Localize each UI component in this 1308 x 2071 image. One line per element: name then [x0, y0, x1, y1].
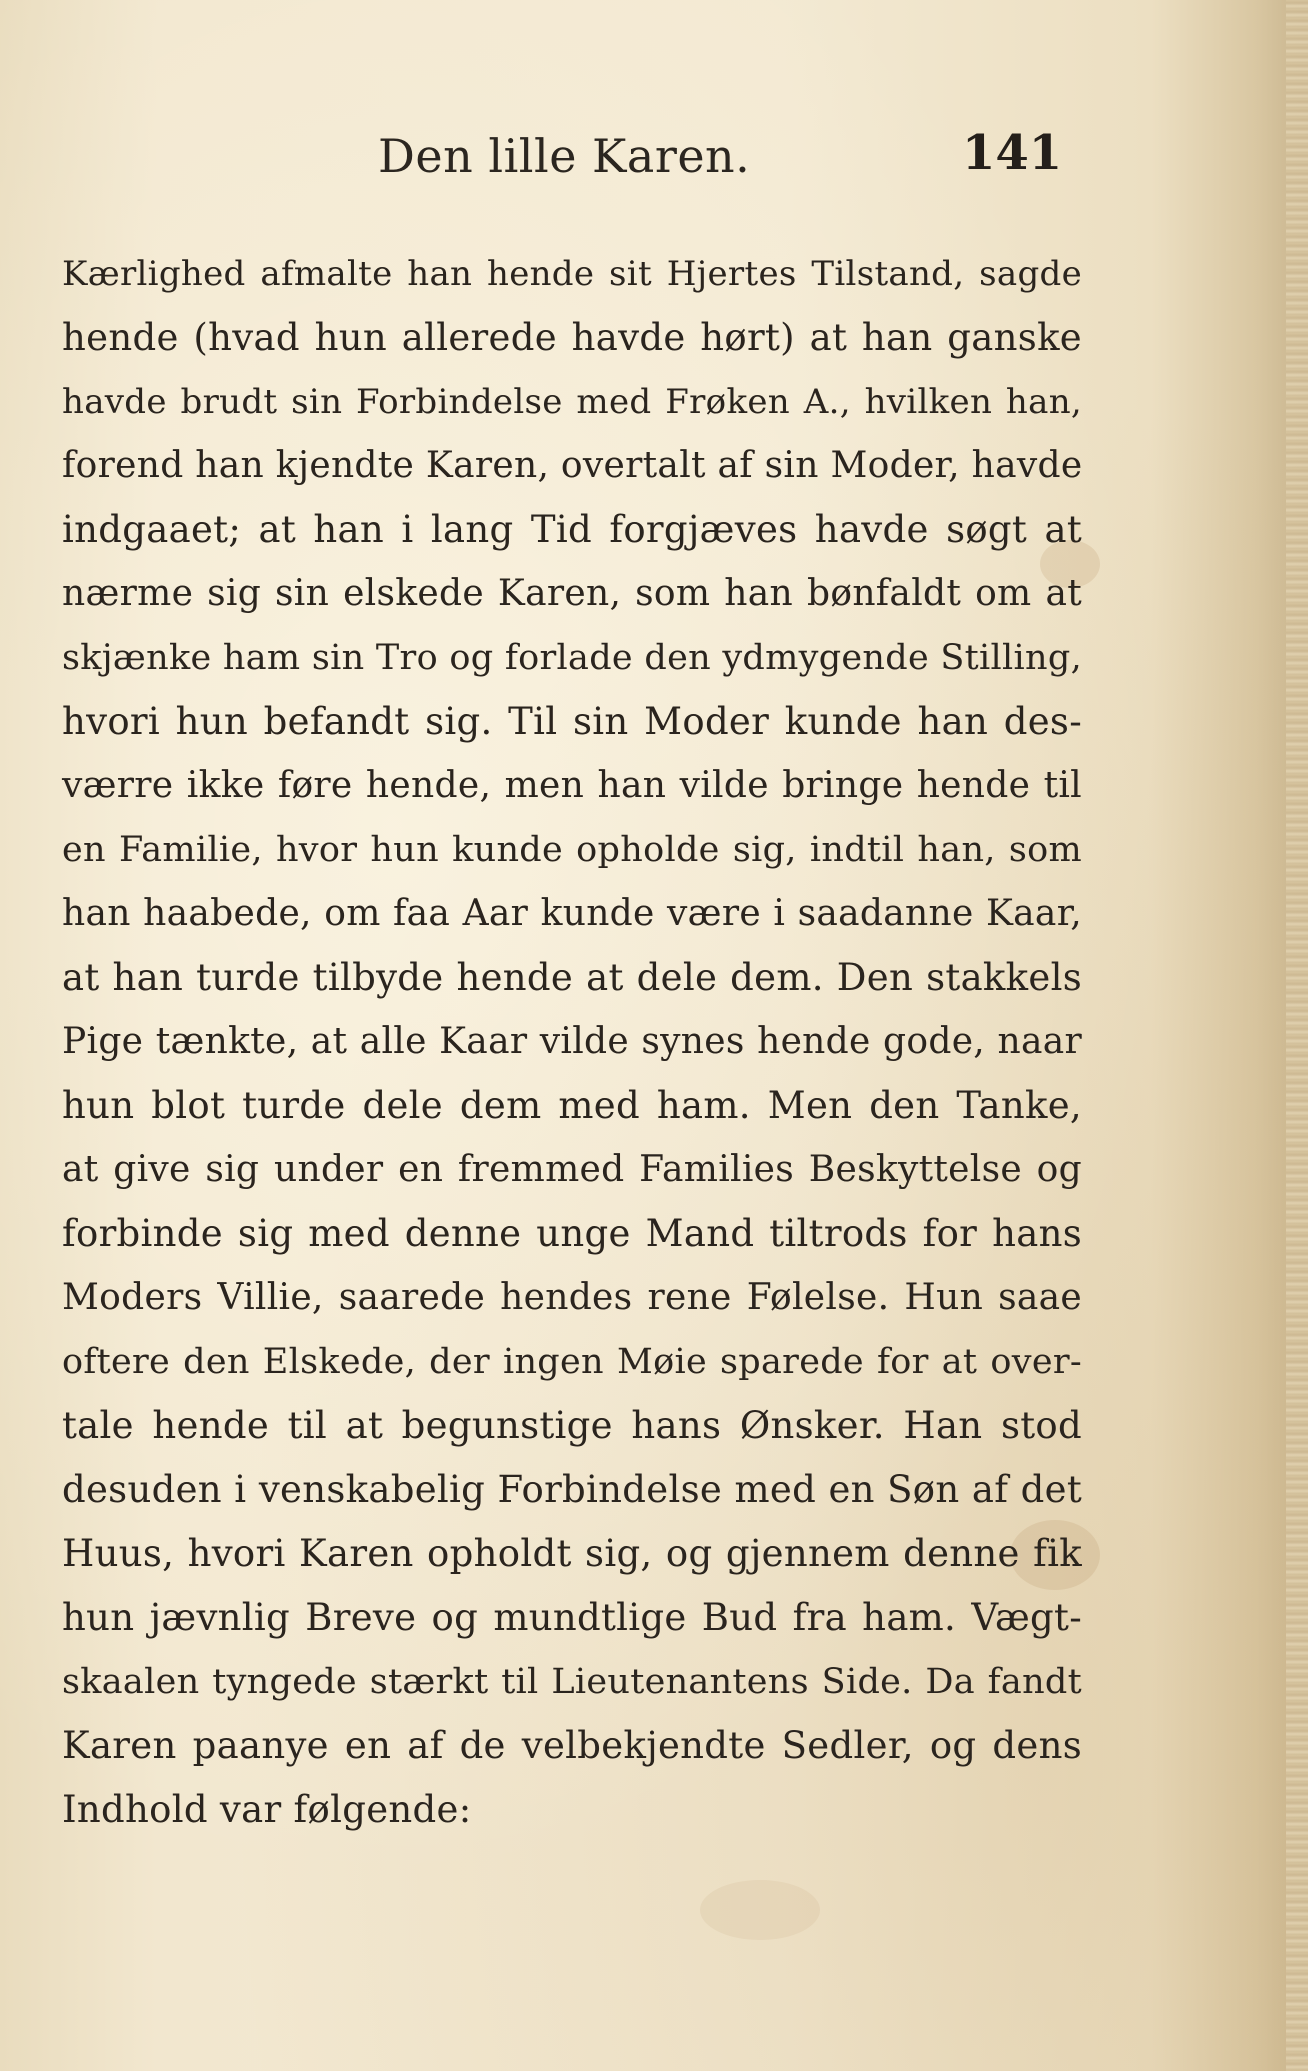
page-number: 141	[962, 125, 1063, 181]
text-line: tale hende til at begunstige hans Ønsker. Han stod	[62, 1404, 1082, 1447]
page-edge	[1286, 0, 1308, 2071]
body-text	[62, 242, 1082, 1842]
text-line: hende (hvad hun allerede havde hørt) at han ganske	[62, 316, 1082, 359]
text-line: værre ikke føre hende, men han vilde bringe hende til	[62, 765, 1082, 806]
running-head	[0, 125, 1308, 195]
text-line: Pige tænkte, at alle Kaar vilde synes hende gode, naar	[62, 1021, 1082, 1062]
text-line: havde brudt sin Forbindelse med Frøken A., hvilken han,	[62, 382, 1082, 422]
text-line: oftere den Elskede, der ingen Møie sparede for at over-	[62, 1342, 1082, 1382]
text-line: desuden i venskabelig Forbindelse med en Søn af det	[62, 1468, 1082, 1511]
text-line: Moders Villie, saarede hendes rene Følelse. Hun saae	[62, 1277, 1082, 1318]
text-line: skaalen tyngede stærkt til Lieutenantens Side. Da fandt	[62, 1662, 1082, 1702]
text-line: hvori hun befandt sig. Til sin Moder kunde han des-	[62, 700, 1082, 743]
text-line: en Familie, hvor hun kunde opholde sig, indtil han, som	[62, 830, 1082, 870]
text-line: hun jævnlig Breve og mundtlige Bud fra ham. Vægt-	[62, 1596, 1082, 1639]
text-line: Karen paanye en af de velbekjendte Sedler, og dens	[62, 1724, 1082, 1767]
text-line: forend han kjendte Karen, overtalt af sin Moder, havde	[62, 445, 1083, 486]
text-line: at han turde tilbyde hende at dele dem. Den stakkels	[62, 956, 1082, 999]
text-line: forbinde sig med denne unge Mand tiltrods for hans	[62, 1212, 1082, 1255]
text-line: Indhold var følgende:	[62, 1788, 472, 1831]
running-title: Den lille Karen.	[378, 129, 751, 183]
text-line: nærme sig sin elskede Karen, som han bønfaldt om at	[62, 573, 1082, 614]
text-line: Kærlighed afmalte han hende sit Hjertes Tilstand, sagde	[62, 254, 1082, 294]
text-line: Huus, hvori Karen opholdt sig, og gjennem denne fik	[62, 1532, 1082, 1575]
text-line: skjænke ham sin Tro og forlade den ydmygende Stilling,	[62, 638, 1082, 678]
text-line: indgaaet; at han i lang Tid forgjæves havde søgt at	[62, 508, 1082, 551]
text-line: hun blot turde dele dem med ham. Men den Tanke,	[62, 1084, 1082, 1127]
text-line: han haabede, om faa Aar kunde være i saadanne Kaar,	[62, 893, 1082, 934]
paper-stain	[700, 1880, 820, 1940]
text-line: at give sig under en fremmed Families Beskyttelse og	[62, 1149, 1082, 1190]
